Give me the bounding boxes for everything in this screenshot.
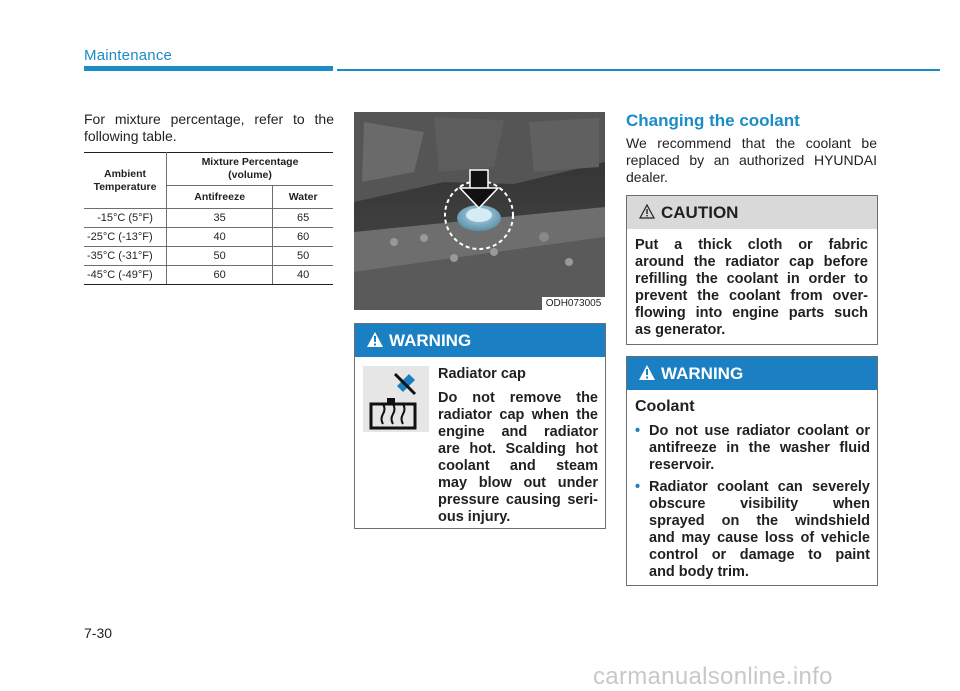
caution-line: refilling the coolant in order to (635, 271, 868, 287)
changing-coolant-paragraph (626, 135, 877, 186)
table-header-row (84, 153, 333, 186)
warning-line: coolant and steam (438, 458, 598, 474)
watermark: carmanualsonline.info (593, 663, 833, 690)
cell-antifreeze: 60 (167, 266, 273, 285)
section-title: Maintenance (84, 47, 173, 64)
radiator-cap-photo (354, 112, 605, 310)
warning-triangle-icon (367, 332, 383, 347)
caution-body (635, 237, 868, 339)
list-item (635, 423, 870, 474)
warning-radiator-cap (354, 323, 606, 529)
table-row (84, 228, 333, 247)
list-line: sprayed on the windshield (649, 513, 870, 529)
warning-line: are hot. Scalding hot (438, 441, 598, 457)
list-line: Do not use radiator coolant or (649, 423, 870, 439)
caution-label: CAUTION (661, 203, 739, 222)
warning-label: WARNING (661, 364, 744, 383)
cell-antifreeze: 35 (167, 209, 273, 228)
intro-line: For mixture percentage, refer to the (84, 111, 334, 127)
bullet-icon: • (635, 423, 641, 439)
warning-title: Radiator cap (438, 366, 526, 382)
caution-line: flowing into engine parts such (635, 305, 868, 321)
header-rule-thin (337, 69, 940, 71)
header-mixture-line2: (volume) (228, 169, 272, 181)
warning-line: engine and radiator (438, 424, 598, 440)
caution-triangle-icon (639, 204, 655, 219)
warning-title: Coolant (635, 398, 695, 415)
table-row (84, 247, 333, 266)
header-rule-thick (84, 66, 333, 71)
list-line: antifreeze in the washer fluid (649, 440, 870, 456)
warning-line: radiator cap when the (438, 407, 598, 423)
mixture-table (84, 152, 333, 285)
cell-water: 60 (273, 228, 333, 247)
cell-temperature: -15°C (5°F) (84, 209, 167, 228)
photo-caption: ODH073005 (542, 297, 605, 310)
paragraph-line: dealer. (626, 169, 669, 185)
list-line: and may cause loss of vehicle (649, 530, 870, 546)
cell-water: 40 (273, 266, 333, 285)
cell-water: 65 (273, 209, 333, 228)
header-ambient-line2: Temperature (93, 180, 157, 193)
warning-line: pressure causing seri- (438, 492, 598, 508)
header-antifreeze: Antifreeze (167, 186, 273, 209)
warning-header (627, 357, 877, 390)
warning-triangle-icon (639, 365, 655, 380)
table-row (84, 209, 333, 228)
list-line: and body trim. (649, 564, 749, 580)
page-number: 7-30 (84, 625, 113, 641)
warning-label: WARNING (389, 331, 472, 350)
warning-line: Do not remove the (438, 390, 598, 406)
warning-body (438, 390, 598, 526)
cell-temperature: -45°C (-49°F) (84, 266, 167, 285)
header-ambient-line1: Ambient (104, 167, 146, 180)
warning-line: ous injury. (438, 509, 511, 525)
cell-water: 50 (273, 247, 333, 266)
header-mixture (167, 153, 334, 186)
cell-temperature: -35°C (-31°F) (84, 247, 167, 266)
warning-header (355, 324, 605, 357)
header-mixture-line1: Mixture Percentage (201, 156, 299, 168)
intro-paragraph (84, 111, 334, 145)
cell-antifreeze: 50 (167, 247, 273, 266)
cell-temperature: -25°C (-13°F) (84, 228, 167, 247)
header-water: Water (273, 186, 333, 209)
changing-coolant-heading: Changing the coolant (626, 111, 800, 130)
paragraph-line: replaced by an authorized HYUNDAI (626, 152, 877, 168)
caution-line: Put a thick cloth or fabric (635, 237, 868, 253)
list-line: Radiator coolant can severely (649, 479, 870, 495)
cell-antifreeze: 40 (167, 228, 273, 247)
caution-line: prevent the coolant from over- (635, 288, 868, 304)
list-line: control or damage to paint (649, 547, 870, 563)
warning-coolant (626, 356, 878, 586)
caution-line: as generator. (635, 322, 726, 338)
caution-box (626, 195, 878, 345)
hot-radiator-icon (363, 366, 429, 432)
table-row (84, 266, 333, 285)
warning-list (635, 423, 870, 586)
intro-line: following table. (84, 128, 177, 144)
header-ambient (84, 153, 167, 209)
bullet-icon: • (635, 479, 641, 495)
list-line: reservoir. (649, 457, 715, 473)
caution-line: around the radiator cap before (635, 254, 868, 270)
warning-line: may blow out under (438, 475, 598, 491)
paragraph-line: We recommend that the coolant be (626, 135, 877, 151)
caution-header (627, 196, 877, 229)
list-line: obscure visibility when (649, 496, 870, 512)
list-item (635, 479, 870, 581)
